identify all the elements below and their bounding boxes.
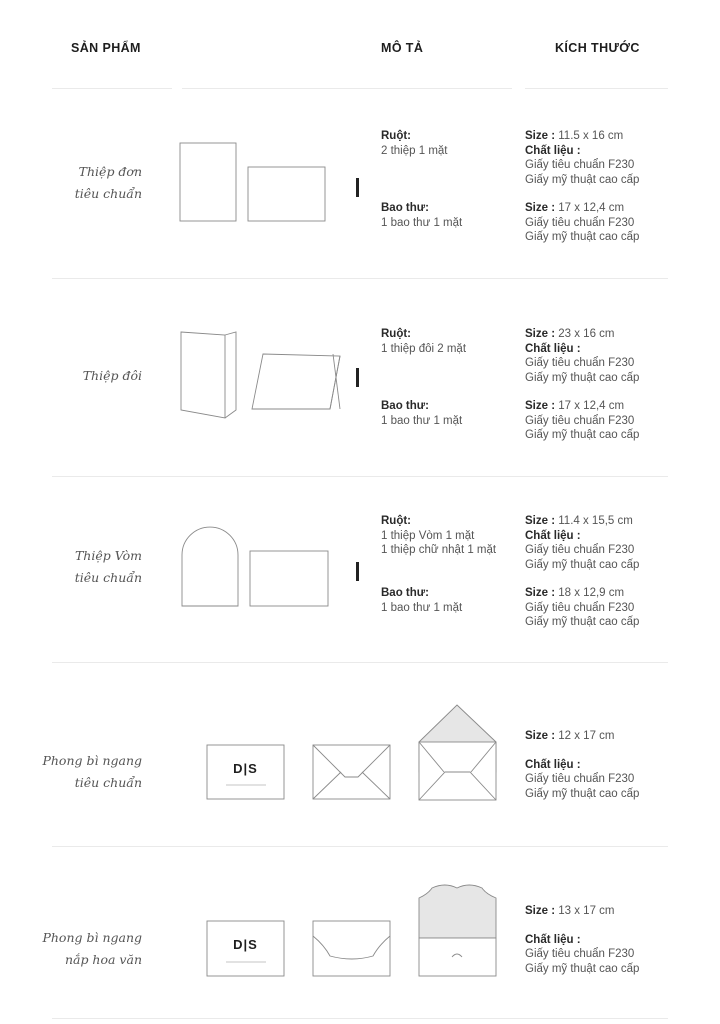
- patterned-envelope-icon: [313, 921, 390, 976]
- flat-card-icon: [180, 143, 236, 221]
- header-size: KÍCH THƯỚC: [555, 41, 640, 55]
- product-name: Thiệp đơn tiêu chuẩn: [74, 164, 142, 201]
- spec-card: Size : 11.5 x 16 cm Chất liệu : Giấy tiêu chuẩn F230 Giấy mỹ thuật cao cấp: [525, 130, 640, 186]
- logo-text: D|S: [233, 761, 258, 776]
- open-envelope-icon: [419, 705, 496, 800]
- divider-bar: [356, 562, 359, 581]
- product-name: Phong bì ngang tiêu chuẩn: [42, 753, 142, 790]
- description-envelope: Bao thư: 1 bao thư 1 mặt: [381, 587, 463, 614]
- open-card-icon: [252, 354, 340, 409]
- spec-card: Size : 23 x 16 cm Chất liệu : Giấy tiêu chuẩn F230 Giấy mỹ thuật cao cấp: [525, 328, 640, 384]
- spec-envelope: Size : 17 x 12,4 cm Giấy tiêu chuẩn F230 Giấy mỹ thuật cao cấp: [525, 202, 640, 243]
- description-envelope: Bao thư: 1 bao thư 1 mặt: [381, 202, 463, 229]
- product-name: Phong bì ngang nắp hoa văn: [42, 930, 142, 967]
- spec-card: Size : 11.4 x 15,5 cm Chất liệu : Giấy tiêu chuẩn F230 Giấy mỹ thuật cao cấp: [525, 515, 640, 571]
- folded-card-icon: [181, 332, 236, 418]
- header-description: MÔ TẢ: [381, 41, 424, 55]
- spec-envelope: Size : 18 x 12,9 cm Giấy tiêu chuẩn F230 Giấy mỹ thuật cao cấp: [525, 587, 640, 628]
- description-envelope: Bao thư: 1 bao thư 1 mặt: [381, 400, 463, 427]
- divider-bar: [356, 368, 359, 387]
- logo-text: D|S: [233, 937, 258, 952]
- header-product: SẢN PHẨM: [71, 41, 141, 55]
- description-contents: Ruột: 1 thiệp đôi 2 mặt: [381, 328, 467, 355]
- spec-envelope: Size : 12 x 17 cm Chất liệu : Giấy tiêu chuẩn F230 Giấy mỹ thuật cao cấp: [525, 730, 640, 800]
- product-name: Thiệp Vòm tiêu chuẩn: [74, 548, 142, 585]
- spec-envelope: Size : 17 x 12,4 cm Giấy tiêu chuẩn F230 Giấy mỹ thuật cao cấp: [525, 400, 640, 441]
- description-contents: Ruột: 2 thiệp 1 mặt: [381, 130, 448, 157]
- arch-card-icon: [182, 527, 238, 606]
- product-name: Thiệp đôi: [82, 368, 142, 383]
- envelope-icon: [250, 551, 328, 606]
- envelope-icon: [248, 167, 325, 221]
- description-contents: Ruột: 1 thiệp Vòm 1 mặt 1 thiệp chữ nhật 1 mặt: [381, 515, 497, 556]
- open-patterned-envelope-icon: [419, 885, 496, 976]
- divider-bar: [356, 178, 359, 197]
- spec-envelope: Size : 13 x 17 cm Chất liệu : Giấy tiêu chuẩn F230 Giấy mỹ thuật cao cấp: [525, 905, 640, 975]
- closed-envelope-icon: [313, 745, 390, 799]
